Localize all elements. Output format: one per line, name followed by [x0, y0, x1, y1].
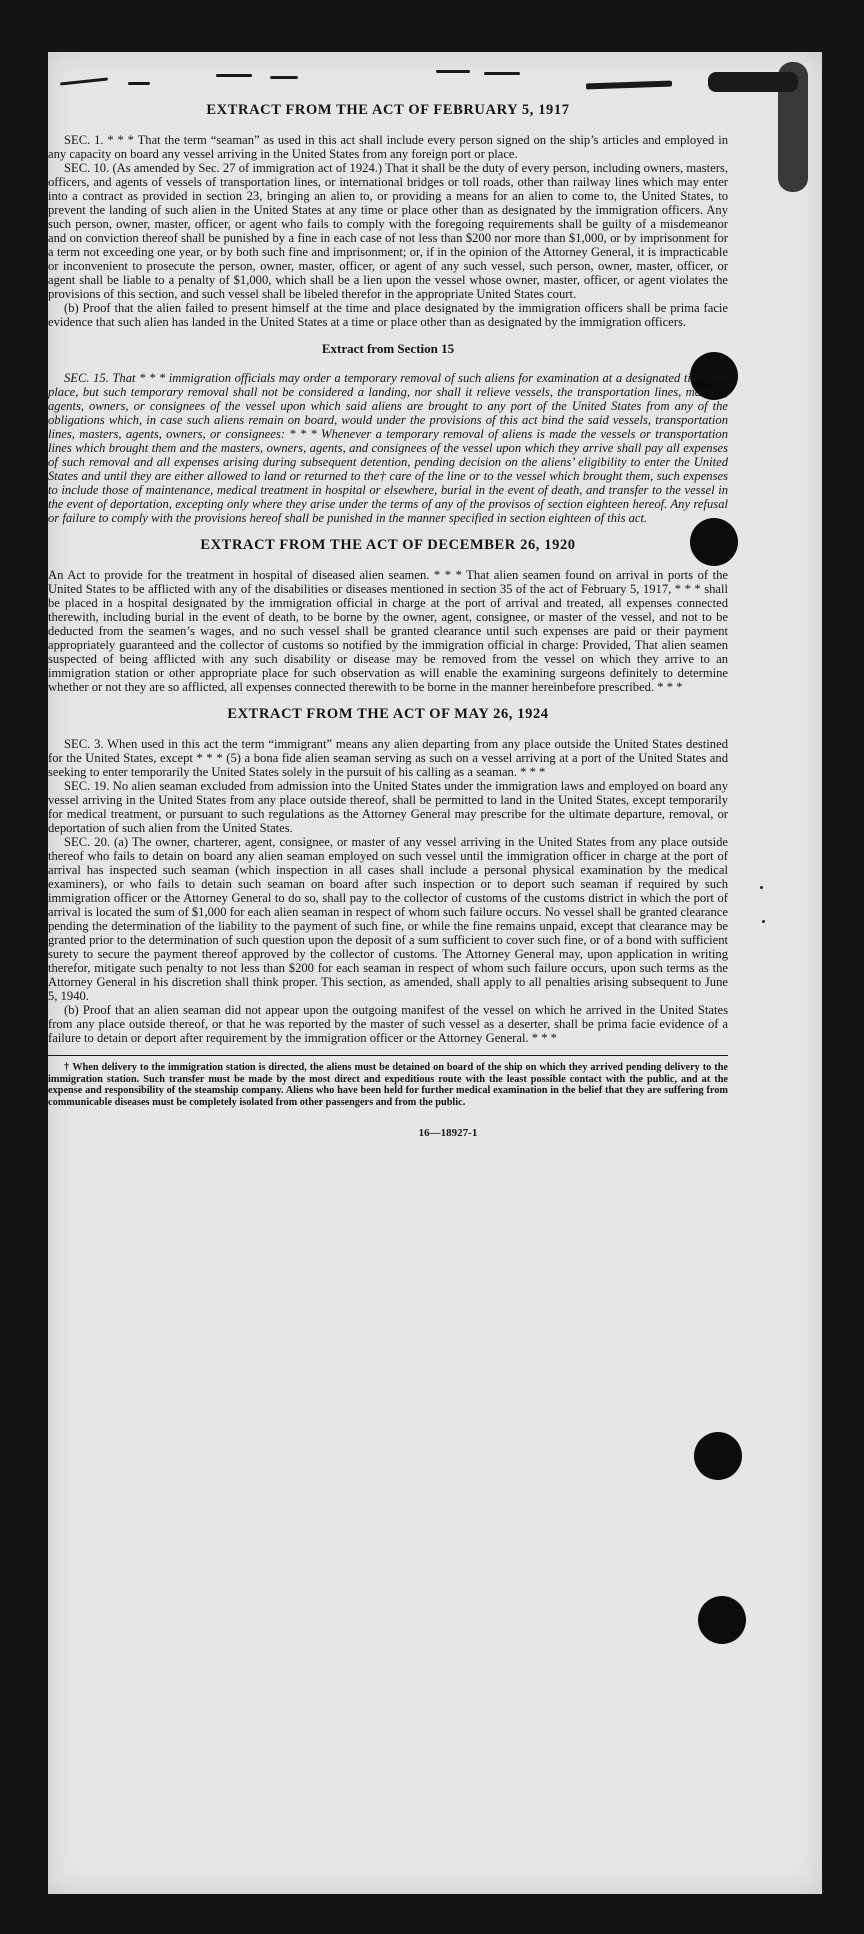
section-heading-sec15: Extract from Section 15 — [321, 341, 455, 356]
scan-mark — [60, 77, 108, 85]
scan-mark — [436, 70, 470, 73]
bullet-mark — [762, 920, 765, 923]
paragraph-sec19: SEC. 19. No alien seaman excluded from admission into the United States under the immigration laws and employed on board any vessel arriving in the United States from any place outside thereof, shall be permitted to land in the United States, except temporarily for medical treatment, or pursuant to such regulations as the Attorney General may prescribe for the ultimate departure, removal, or deportation of such alien from the United States. — [48, 779, 728, 835]
scan-mark — [216, 74, 252, 77]
punch-hole — [698, 1596, 746, 1644]
paragraph-sec20b: (b) Proof that an alien seaman did not appear upon the outgoing manifest of the vessel on which he arrived in the United States from any place outside thereof, or that he was reported by the master of such vessel as a deserter, shall be prima facie evidence of a failure to detain or deport after requirement by the immigration officer or the Attorney General. * * * — [48, 1003, 728, 1045]
paragraph-sec15: SEC. 15. That * * * immigration officials may order a temporary removal of such aliens for examination at a designated time and place, but such temporary removal shall not be considered a landing, nor shall it relieve vessels, the transportation lines, masters, agents, owners, or consignees of the vessel upon which said aliens are brought to any port of the United States from any of the obligations which, in case such aliens remain on board, would under the provisions of this act bind the said vessels, transportation lines, masters, agents, owners, or consignees: * * * Whenever a temporary removal of aliens is made the vessels or transportation lines which brought them and the masters, owners, agents, and consignees of the vessel upon which they arrive shall pay all expenses of such removal and all expenses arising during subsequent detention, pending decision on the aliens’ eligibility to enter the United States and until they are either allowed to land or returned to the† care of the line or to the vessel which brought them, such expenses to include those of maintenance, medical treatment in hospital or elsewhere, burial in the event of death, and transfer to the vessel in the event of deportation, excepting only where they arise under the terms of any of the provisos of section eighteen hereof. Any refusal or failure to comply with the provisions hereof shall be punished in the manner specified in section eighteen of this act. — [48, 371, 728, 525]
scan-mark — [128, 82, 150, 85]
scan-mark — [270, 76, 298, 79]
paragraph-sec20a: SEC. 20. (a) The owner, charterer, agent, consignee, or master of any vessel arriving in the United States from any place outside thereof who fails to detain on board any alien seaman employed on such vessel until the immigration officer in charge at the port of arrival has inspected such seaman (which inspection in all cases shall include a personal physical examination by the medical examiners), or who fails to detain such seaman on board after such inspection or to deport such seaman if required by such immigration officer or the Attorney General to do so, shall pay to the collector of customs of the customs district in which the port of arrival is located the sum of $1,000 for each alien seaman in respect of whom such failure occurs. No vessel shall be granted clearance pending the determination of the liability to the payment of such fine, or while the fine remains unpaid, except that clearance may be granted prior to the determination of such question upon the deposit of a sum sufficient to cover such fine, or of a bond with sufficient surety to secure the payment thereof approved by the collector of customs. The Attorney General may, upon application in writing therefor, mitigate such penalty to not less than $200 for each seaman in respect of whom such failure occurs, upon such terms as the Attorney General in his discretion shall think proper. This section, as amended, shall apply to all penalties arising subsequent to June 5, 1940. — [48, 835, 728, 1003]
scan-mark — [586, 81, 672, 90]
section-heading-1920: EXTRACT FROM THE ACT OF DECEMBER 26, 1920 — [200, 537, 576, 553]
section-heading-1917: EXTRACT FROM THE ACT OF FEBRUARY 5, 1917 — [206, 102, 570, 118]
section-heading-1924: EXTRACT FROM THE ACT OF MAY 26, 1924 — [227, 706, 549, 722]
bullet-mark — [760, 886, 763, 889]
ink-stain — [778, 62, 808, 192]
paragraph-1920: An Act to provide for the treatment in hospital of diseased alien seamen. * * * That alien seamen found on arrival in ports of the United States to be afflicted with any of the disabilities or diseases mentioned in section 35 of the act of February 5, 1917, * * * shall be placed in a hospital designated by the immigration official in charge at the port of arrival and treated, all expenses connected therewith, including burial in the event of death, to be borne by the owner, agent, consignee, or master of the vessel, and not to be deducted from the seamen’s wages, and no such vessel shall be granted clearance until such expenses are paid or their payment appropriately guaranteed and the collector of customs so notified by the immigration official in charge: Provided, That alien seamen suspected of being afflicted with any such disability or disease may be removed from the vessel on which they arrive to an immigration station or other appropriate place for such observation as will enable the examining surgeons definitely to determine whether or not they are so afflicted, all expenses connected therewith to be borne in the manner hereinbefore prescribed. * * * — [48, 568, 728, 694]
footnote-divider — [48, 1055, 728, 1056]
document-number: 16—18927-1 — [418, 1126, 478, 1139]
document-content — [48, 102, 728, 1139]
paragraph-sec10b: (b) Proof that the alien failed to present himself at the time and place designated by the immigration officers shall be prima facie evidence that such alien has landed in the United States at a time or place other than as designated by the immigration officers. — [48, 301, 728, 329]
punch-hole — [694, 1432, 742, 1480]
footnote-text: † When delivery to the immigration station is directed, the aliens must be detained on board of the ship on which they arrived pending delivery to the immigration station. Such transfer must be made by the most direct and expeditious route with the least possible contact with the public, and at the expense and responsibility of the steamship company. Aliens who have been held for further medical examination in the belief that they are suffering from communicable diseases must be completely isolated from other passengers and from the public. — [48, 1062, 728, 1109]
paragraph-sec1: SEC. 1. * * * That the term “seaman” as used in this act shall include every person signed on the ship’s articles and employed in any capacity on board any vessel arriving in the United States from any foreign port or place. — [48, 133, 728, 161]
scan-mark — [484, 72, 520, 75]
paragraph-sec3: SEC. 3. When used in this act the term “immigrant” means any alien departing from any place outside the United States destined for the United States, except * * * (5) a bona fide alien seaman serving as such on a vessel arriving at a port of the United States and seeking to enter temporarily the United States solely in the pursuit of his calling as a seaman. * * * — [48, 737, 728, 779]
footnote — [48, 1062, 728, 1109]
paragraph-sec10: SEC. 10. (As amended by Sec. 27 of immigration act of 1924.) That it shall be the duty of every person, including owners, masters, officers, and agents of vessels of transportation lines, or international bridges or toll roads, other than railway lines which may enter into a contract as provided in section 23, bringing an alien to, or providing a means for an alien to come to, the United States, to prevent the landing of such alien in the United States at any time or place other than as designated by the immigration officers. Any such person, owner, master, officer, or agent who fails to comply with the foregoing requirements shall be guilty of a misdemeanor and on conviction thereof shall be punished by a fine in each case of not less than $200 nor more than $1,000, or by imprisonment for a term not exceeding one year, or by both such fine and imprisonment; or, if in the opinion of the Attorney General, it is impracticable or inconvenient to prosecute the person, owner, master, officer, or agent of any such vessel, such person, owner, master, officer, or agent shall be liable to a penalty of $1,000, which shall be a lien upon the vessel whose owner, master, officer, or agent violates the provisions of this section, and such vessel shall be libeled therefor in the appropriate United States court. — [48, 161, 728, 301]
